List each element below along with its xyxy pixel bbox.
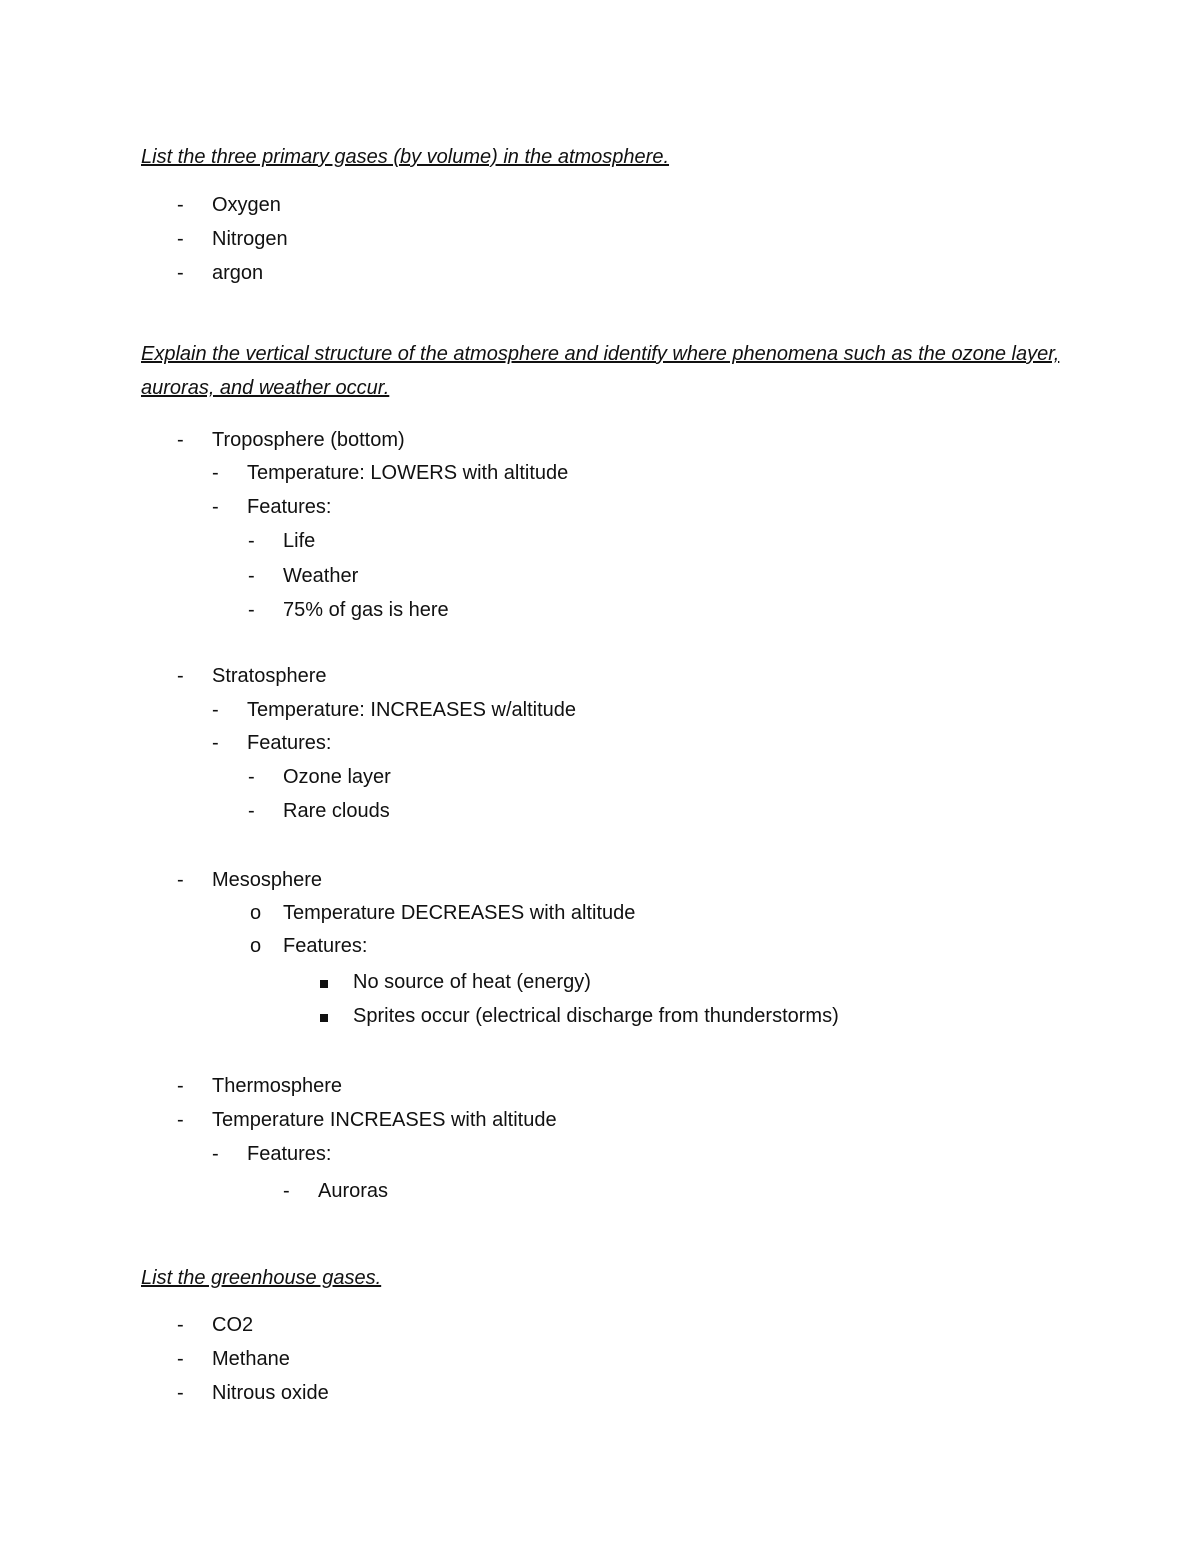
circle-bullet: o	[250, 902, 262, 924]
temperature-text: Temperature INCREASES with altitude	[212, 1109, 557, 1131]
features-label: Features:	[247, 496, 332, 518]
dash-bullet: -	[177, 429, 184, 451]
feature-text: Rare clouds	[283, 800, 390, 822]
feature-text: Auroras	[318, 1180, 389, 1202]
list-item-text: Oxygen	[212, 194, 281, 216]
features-label: Features:	[283, 935, 368, 957]
dash-bullet: -	[248, 800, 255, 822]
feature-text: Weather	[283, 565, 359, 587]
temperature-text: Temperature: INCREASES w/altitude	[247, 699, 577, 721]
feature-text: Ozone layer	[283, 766, 391, 788]
question-primary-gases: List the three primary gases (by volume) in the atmosphere.	[141, 146, 670, 168]
list-item-text: Nitrogen	[212, 228, 288, 250]
dash-bullet: -	[177, 1075, 184, 1097]
square-bullet-icon	[320, 967, 340, 997]
dash-bullet: -	[283, 1180, 290, 1202]
list-item-text: argon	[212, 262, 264, 284]
list-item-text: CO2	[212, 1314, 254, 1336]
features-label: Features:	[247, 732, 332, 754]
circle-bullet: o	[250, 935, 262, 957]
dash-bullet: -	[177, 1109, 184, 1131]
dash-bullet: -	[177, 1382, 184, 1404]
temperature-text: Temperature: LOWERS with altitude	[247, 462, 569, 484]
temperature-text: Temperature DECREASES with altitude	[283, 902, 636, 924]
dash-bullet: -	[212, 732, 219, 754]
list-item-text: Methane	[212, 1348, 290, 1370]
features-label: Features:	[247, 1143, 332, 1165]
dash-bullet: -	[248, 599, 255, 621]
layer-name: Mesosphere	[212, 869, 323, 891]
dash-bullet: -	[177, 869, 184, 891]
question-vertical-structure: Explain the vertical structure of the atmosphere and identify where phenomena such as the ozone layer, auroras, and weather occur.	[141, 343, 1060, 399]
dash-bullet: -	[177, 228, 184, 250]
question-greenhouse-gases: List the greenhouse gases.	[141, 1267, 382, 1289]
dash-bullet: -	[248, 565, 255, 587]
dash-bullet: -	[177, 1314, 184, 1336]
dash-bullet: -	[212, 496, 219, 518]
dash-bullet: -	[248, 766, 255, 788]
layer-name: Troposphere (bottom)	[212, 429, 405, 451]
feature-text: No source of heat (energy)	[353, 971, 591, 993]
dash-bullet: -	[212, 699, 219, 721]
dash-bullet: -	[212, 1143, 219, 1165]
square-bullet-icon	[320, 1001, 340, 1031]
feature-text: Life	[283, 530, 316, 552]
layer-name: Thermosphere	[212, 1075, 343, 1097]
feature-text: 75% of gas is here	[283, 599, 449, 621]
list-item-text: Nitrous oxide	[212, 1382, 329, 1404]
feature-text: Sprites occur (electrical discharge from thunderstorms)	[353, 1005, 839, 1027]
dash-bullet: -	[248, 530, 255, 552]
dash-bullet: -	[177, 262, 184, 284]
dash-bullet: -	[177, 194, 184, 216]
layer-name: Stratosphere	[212, 665, 327, 687]
dash-bullet: -	[212, 462, 219, 484]
dash-bullet: -	[177, 1348, 184, 1370]
dash-bullet: -	[177, 665, 184, 687]
